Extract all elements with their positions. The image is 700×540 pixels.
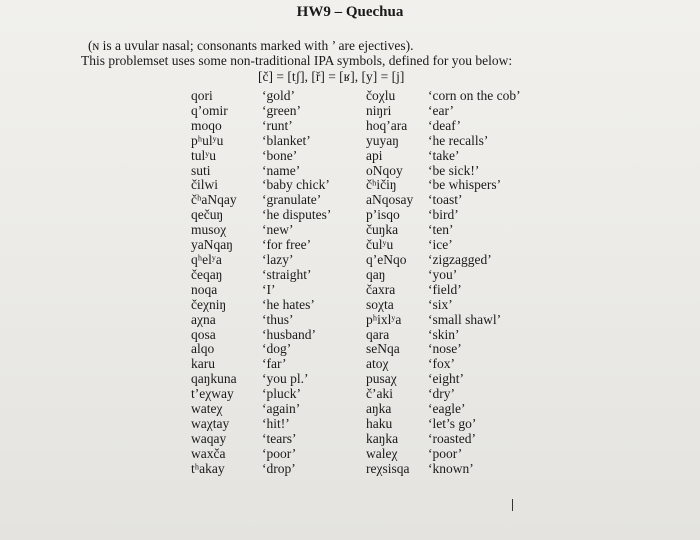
english-gloss: ‘dry’: [428, 386, 455, 402]
english-gloss: ‘field’: [428, 281, 462, 297]
english-gloss: ‘ice’: [428, 237, 453, 253]
quechua-word: qosa: [191, 326, 216, 342]
english-gloss: ‘lazy’: [262, 251, 294, 267]
quechua-word: yaNqaŋ: [191, 237, 233, 253]
quechua-word: q’eNqo: [366, 251, 407, 267]
quechua-word: musoχ: [191, 222, 227, 238]
quechua-word: pʰixlʸa: [366, 311, 402, 327]
english-gloss: ‘toast’: [428, 192, 463, 208]
english-gloss: ‘ear’: [428, 102, 454, 118]
quechua-word: karu: [191, 356, 215, 372]
quechua-word: qaŋkuna: [191, 371, 237, 387]
quechua-word: pʰulʸu: [191, 132, 224, 148]
quechua-word: aχna: [191, 311, 216, 327]
english-gloss: ‘baby chick’: [262, 177, 330, 193]
quechua-word: tʰakay: [191, 460, 225, 476]
left-glosses-column: [262, 89, 331, 477]
quechua-word: q’omir: [191, 102, 228, 118]
english-gloss: ‘dog’: [262, 341, 292, 357]
quechua-word: waxča: [191, 445, 226, 461]
english-gloss: ‘he recalls’: [428, 132, 489, 148]
quechua-word: čeχniŋ: [191, 296, 227, 312]
english-gloss: ‘granulate’: [262, 192, 322, 208]
english-gloss: ‘skin’: [428, 326, 460, 342]
english-gloss: ‘new’: [262, 222, 294, 238]
english-gloss: ‘eagle’: [428, 401, 466, 417]
quechua-word: soχta: [366, 296, 394, 312]
right-glosses-column: [428, 89, 521, 477]
quechua-word: tulʸu: [191, 147, 217, 163]
quechua-word: waχtay: [191, 415, 230, 431]
english-gloss: ‘ten’: [428, 222, 454, 238]
quechua-word: aŋka: [366, 401, 392, 417]
quechua-word: pusaχ: [366, 371, 397, 387]
english-gloss: ‘corn on the cob’: [428, 88, 521, 103]
english-gloss: ‘straight’: [262, 266, 312, 282]
english-gloss: ‘he hates’: [262, 296, 315, 312]
quechua-word: suti: [191, 162, 211, 178]
quechua-word: kaŋka: [366, 430, 399, 446]
quechua-word: čʰaNqay: [191, 192, 237, 208]
english-gloss: ‘known’: [428, 460, 474, 476]
quechua-word: niŋri: [366, 102, 392, 118]
english-gloss: ‘zigzagged’: [428, 251, 492, 267]
english-gloss: ‘poor’: [428, 445, 463, 461]
quechua-word: qori: [191, 88, 213, 103]
quechua-word: haku: [366, 415, 393, 431]
english-gloss: ‘take’: [428, 147, 460, 163]
quechua-word: čulʸu: [366, 237, 394, 253]
english-gloss: ‘be sick!’: [428, 162, 480, 178]
quechua-word: alqo: [191, 341, 215, 357]
quechua-word: wateχ: [191, 401, 223, 417]
english-gloss: ‘tears’: [262, 430, 297, 446]
english-gloss: ‘small shawl’: [428, 311, 502, 327]
english-gloss: ‘pluck’: [262, 386, 301, 402]
quechua-word: hoq’ara: [366, 117, 408, 133]
quechua-word: čilwi: [191, 177, 218, 193]
english-gloss: ‘let’s go’: [428, 415, 477, 431]
english-gloss: ‘green’: [262, 102, 301, 118]
english-gloss: ‘drop’: [262, 460, 296, 476]
english-gloss: ‘deaf’: [428, 117, 461, 133]
english-gloss: ‘bone’: [262, 147, 298, 163]
quechua-word: č’aki: [366, 386, 393, 402]
english-gloss: ‘runt’: [262, 117, 293, 133]
english-gloss: ‘gold’: [262, 88, 295, 103]
quechua-word: atoχ: [366, 356, 389, 372]
english-gloss: ‘eight’: [428, 371, 464, 387]
text-cursor: [512, 499, 513, 511]
english-gloss: ‘nose’: [428, 341, 462, 357]
english-gloss: ‘I’: [262, 281, 276, 297]
english-gloss: ‘husband’: [262, 326, 316, 342]
english-gloss: ‘hit!’: [262, 415, 290, 431]
quechua-word: api: [366, 147, 383, 163]
english-gloss: ‘you’: [428, 266, 458, 282]
quechua-word: t’eχway: [191, 386, 234, 402]
english-gloss: ‘he disputes’: [262, 207, 332, 223]
quechua-word: qaŋ: [366, 266, 386, 282]
quechua-word: čeqaŋ: [191, 266, 223, 282]
quechua-word: qara: [366, 326, 390, 342]
quechua-word: čaxra: [366, 281, 396, 297]
english-gloss: ‘six’: [428, 296, 453, 312]
left-words-column: [191, 89, 237, 477]
quechua-word: čoχlu: [366, 88, 396, 103]
quechua-word: aNqosay: [366, 192, 414, 208]
english-gloss: ‘thus’: [262, 311, 294, 327]
quechua-word: qʰelʸa: [191, 251, 222, 267]
english-gloss: ‘be whispers’: [428, 177, 502, 193]
english-gloss: ‘again’: [262, 401, 301, 417]
quechua-word: moqo: [191, 117, 222, 133]
quechua-word: waqay: [191, 430, 227, 446]
quechua-word: waleχ: [366, 445, 398, 461]
english-gloss: ‘you pl.’: [262, 371, 309, 387]
page-title: HW9 – Quechua: [296, 4, 404, 20]
english-gloss: ‘poor’: [262, 445, 297, 461]
intro-line-uvular: (ɴ is a uvular nasal; consonants marked with ’ are ejectives).: [88, 38, 414, 53]
english-gloss: ‘name’: [262, 162, 301, 178]
quechua-word: qečuŋ: [191, 207, 224, 223]
english-gloss: ‘fox’: [428, 356, 455, 372]
quechua-word: yuyaŋ: [366, 132, 399, 148]
quechua-word: čuŋka: [366, 222, 399, 238]
english-gloss: ‘bird’: [428, 207, 459, 223]
intro-line-ipa: This problemset uses some non-traditional IPA symbols, defined for you below:: [81, 53, 513, 68]
quechua-word: seNqa: [366, 341, 400, 357]
english-gloss: ‘for free’: [262, 237, 312, 253]
quechua-word: čʰičiŋ: [366, 177, 397, 193]
quechua-word: noqa: [191, 281, 218, 297]
right-words-column: [366, 89, 413, 477]
quechua-word: p’isqo: [366, 207, 400, 223]
quechua-word: reχsisqa: [366, 460, 410, 476]
english-gloss: ‘far’: [262, 356, 287, 372]
english-gloss: ‘blanket’: [262, 132, 311, 148]
symbol-definitions: [č] = [tʃ], [ř] = [ʁ], [y] = [j]: [258, 69, 405, 84]
english-gloss: ‘roasted’: [428, 430, 476, 446]
quechua-word: oNqoy: [366, 162, 403, 178]
